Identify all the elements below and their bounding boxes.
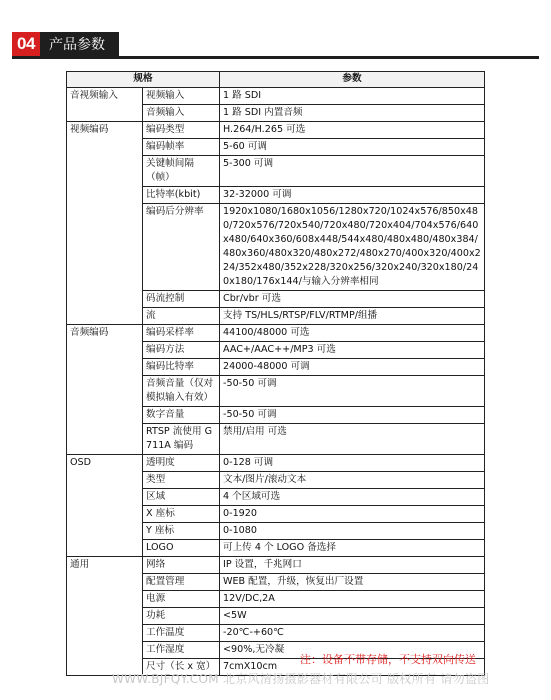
category-cell: 视频编码	[67, 122, 143, 325]
section-header	[12, 32, 119, 56]
category-cell: 音视频输入	[67, 88, 143, 122]
spec-value-cell: H.264/H.265 可选	[220, 122, 485, 139]
spec-name-cell: 尺寸（长 x 宽）	[143, 659, 220, 676]
spec-value-cell: -20℃-+60℃	[220, 625, 485, 642]
spec-name-cell: 编码采样率	[143, 325, 220, 342]
spec-value-cell: 5-300 可调	[220, 156, 485, 187]
watermark-footer: WWW.BJFQY.COM 北京风清扬摄影器材有限公司 版权所有 请勿盗图	[112, 672, 490, 686]
category-cell: OSD	[67, 455, 143, 557]
spec-name-cell: 编码帧率	[143, 139, 220, 156]
spec-value-cell: 1920x1080/1680x1056/1280x720/1024x576/850x480/720x576/720x540/720x480/720x404/704x576/640x480/640x360/608x448/544x480/480x480/480x384/480x360/480x320/480x272/480x270/400x320/400x224/352x480/352x228/320x256/320x240/320x180/240x180/176x144/与输入分辨率相同	[220, 204, 485, 291]
spec-value-cell: 禁用/启用 可选	[220, 424, 485, 455]
spec-name-cell: X 座标	[143, 506, 220, 523]
table-header-row	[67, 72, 485, 88]
spec-value-cell: 可上传 4 个 LOGO 备选择	[220, 540, 485, 557]
spec-name-cell: 电源	[143, 591, 220, 608]
spec-value-cell: 5-60 可调	[220, 139, 485, 156]
spec-value-cell: 1 路 SDI	[220, 88, 485, 105]
spec-name-cell: 区域	[143, 489, 220, 506]
spec-name-cell: 编码类型	[143, 122, 220, 139]
header-spec: 规格	[67, 72, 220, 88]
spec-name-cell: 工作温度	[143, 625, 220, 642]
spec-name-cell: 透明度	[143, 455, 220, 472]
category-cell: 音频编码	[67, 325, 143, 455]
spec-value-cell: 7cmX10cm	[220, 659, 485, 676]
spec-value-cell: <5W	[220, 608, 485, 625]
spec-name-cell: 工作湿度	[143, 642, 220, 659]
section-title: 产品参数	[40, 32, 119, 56]
spec-value-cell: IP 设置，千兆网口	[220, 557, 485, 574]
spec-name-cell: 视频输入	[143, 88, 220, 105]
spec-value-cell: 44100/48000 可选	[220, 325, 485, 342]
table-row	[67, 88, 485, 105]
spec-name-cell: 数字音量	[143, 407, 220, 424]
spec-value-cell: 0-1920	[220, 506, 485, 523]
spec-name-cell: Y 座标	[143, 523, 220, 540]
spec-value-cell: 1 路 SDI 内置音频	[220, 105, 485, 122]
spec-name-cell: 码流控制	[143, 291, 220, 308]
spec-name-cell: 编码比特率	[143, 359, 220, 376]
spec-value-cell: <90%,无冷凝	[220, 642, 485, 659]
spec-value-cell: 32-32000 可调	[220, 187, 485, 204]
spec-value-cell: Cbr/vbr 可选	[220, 291, 485, 308]
table-row	[67, 122, 485, 139]
spec-value-cell: 0-1080	[220, 523, 485, 540]
spec-table-body	[67, 88, 485, 676]
spec-value-cell: 24000-48000 可调	[220, 359, 485, 376]
category-cell: 通用	[67, 557, 143, 676]
spec-value-cell: -50-50 可调	[220, 407, 485, 424]
header-rule	[12, 56, 539, 59]
spec-name-cell: 功耗	[143, 608, 220, 625]
header-param: 参数	[220, 72, 485, 88]
spec-value-cell: AAC+/AAC++/MP3 可选	[220, 342, 485, 359]
spec-name-cell: 网络	[143, 557, 220, 574]
spec-table	[66, 71, 485, 676]
section-number: 04	[12, 32, 40, 56]
spec-name-cell: 类型	[143, 472, 220, 489]
spec-name-cell: 编码后分辨率	[143, 204, 220, 291]
spec-name-cell: RTSP 流使用 G711A 编码	[143, 424, 220, 455]
spec-value-cell: -50-50 可调	[220, 376, 485, 407]
spec-name-cell: 音频音量（仅对模拟输入有效）	[143, 376, 220, 407]
spec-value-cell: 0-128 可调	[220, 455, 485, 472]
spec-value-cell: 12V/DC,2A	[220, 591, 485, 608]
table-row	[67, 325, 485, 342]
spec-name-cell: 比特率(kbit)	[143, 187, 220, 204]
spec-name-cell: 流	[143, 308, 220, 325]
spec-name-cell: LOGO	[143, 540, 220, 557]
table-row	[67, 557, 485, 574]
table-row	[67, 455, 485, 472]
spec-value-cell: 4 个区域可选	[220, 489, 485, 506]
spec-name-cell: 音频输入	[143, 105, 220, 122]
spec-name-cell: 关键帧间隔（帧）	[143, 156, 220, 187]
spec-value-cell: WEB 配置，升级，恢复出厂设置	[220, 574, 485, 591]
spec-value-cell: 文本/图片/滚动文本	[220, 472, 485, 489]
spec-value-cell: 支持 TS/HLS/RTSP/FLV/RTMP/组播	[220, 308, 485, 325]
spec-name-cell: 编码方法	[143, 342, 220, 359]
spec-name-cell: 配置管理	[143, 574, 220, 591]
storage-note: 注：设备不带存储，不支持双向传送	[300, 653, 476, 666]
